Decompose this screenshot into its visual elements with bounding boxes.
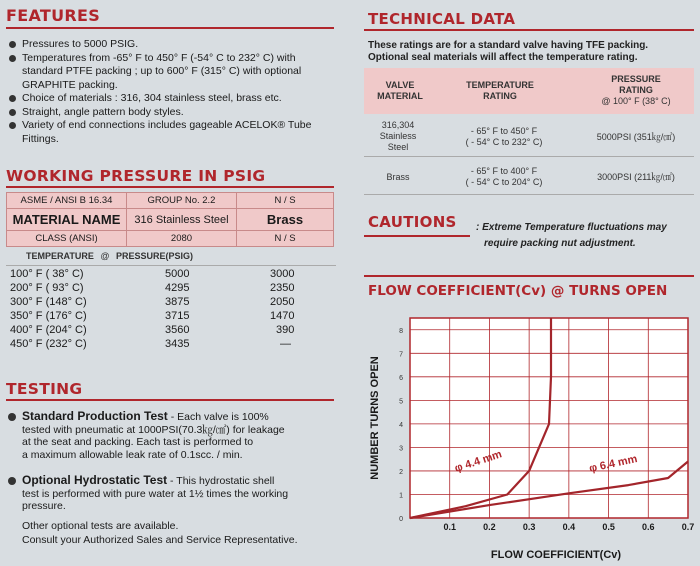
temp-line: - 65° F to 450° F [470,126,538,136]
working-pressure-rule [6,186,334,188]
pressure-header-line: RATING [619,85,653,95]
ss-cell: 5000 [165,268,190,280]
brass-cell: 1470 [270,310,295,322]
x-tick-label: 0.1 [443,522,456,532]
technical-title: TECHNICAL DATA [368,10,516,28]
standard-test-line: at the seat and packing. Each tast is performed to [22,436,254,448]
testing-title: TESTING [6,380,83,398]
ns-cell: N / S [237,193,334,209]
temp-line: ( - 54° C to 232° C) [465,137,543,147]
pressure-rating-cell: 5000PSI (351㎏/㎠) [596,132,676,142]
testing-footer-line: Consult your Authorized Sales and Service Representative. [22,534,298,546]
ss-cell: 4295 [165,282,190,294]
y-axis-label: NUMBER TURNS OPEN [369,356,381,480]
x-tick-label: 0.3 [522,522,536,532]
technical-row-divider [364,156,694,157]
class-brass-cell: N / S [237,231,334,247]
pressure-row [0,324,340,338]
pressure-header-line: @ 100° F (38° C) [601,96,671,106]
feature-item: Choice of materials : 316, 304 stainless steel, brass etc. [6,92,336,106]
valve-header-line: MATERIAL [377,91,423,101]
cautions-rule [364,235,470,237]
material-cell [364,172,432,183]
feature-item: Temperatures from -65° F to 450° F (-54° C to 232° C) with standard PTFE packing ; up to 600° F (315° C) with optional GRAPHITE packing. [6,52,336,93]
at-header: @ [100,251,110,261]
pressure-col-headers [26,251,193,261]
ss-cell: 3715 [165,310,190,322]
y-tick-label: 1 [399,492,403,500]
material-cell [364,120,432,153]
technical-intro-line: Optional seal materials will affect the temperature rating. [368,52,638,63]
working-pressure-table [6,192,334,247]
y-tick-label: 8 [399,327,403,335]
flow-chart [360,300,700,566]
material-ss-cell: 316 Stainless Steel [127,209,237,231]
cautions-title: CAUTIONS [368,213,457,231]
hydro-test-title: Optional Hydrostatic Test [22,473,168,487]
brass-cell: 2050 [270,296,295,308]
brass-cell: — [280,338,291,350]
standard-test-line: a maximum allowable leak rate of 0.1scc. / min. [22,448,243,461]
y-tick-label: 3 [399,445,403,453]
y-tick-label: 7 [399,351,403,359]
y-ticks [399,328,403,523]
technical-intro [368,40,648,64]
standard-test-line: tested with pneumatic at 1000PSI(70.3㎏/㎠) for leakage [22,423,285,436]
temperature-header: TEMPERATURE [26,251,94,261]
cautions-line: require packing nut adjustment. [484,238,636,249]
x-tick-label: 0.5 [602,522,615,532]
temp-line: ( - 54° C to 204° C) [465,177,543,187]
brass-cell: 390 [276,324,295,336]
features-title: FEATURES [6,6,101,25]
temp-cell: 200° F ( 93° C) [10,282,84,294]
pressure-row [0,268,340,282]
temp-cell: 450° F (232° C) [10,338,87,350]
x-tick-label: 0.7 [681,522,695,532]
pressure-rating-cell: 3000PSI (211㎏/㎠) [597,172,675,182]
technical-bottom-divider [364,194,694,195]
series-label-6-4: φ 6.4 mm [588,453,639,475]
working-pressure-title: WORKING PRESSURE IN PSIG [6,167,266,185]
pressure-row [0,310,340,324]
material-brass-cell: Brass [237,209,334,231]
valve-material-header [368,80,432,102]
chart-title: FLOW COEFFICIENT(Cv) @ TURNS OPEN [368,283,668,299]
hydro-test-line: test is performed with pure water at 1½ times the working [22,487,289,500]
pressure-divider [6,265,336,266]
pressure-rating-header [578,74,694,107]
class-cell: CLASS (ANSI) [7,231,127,247]
standard-test-title: Standard Production Test [22,409,168,423]
ss-cell: 3560 [165,324,190,336]
class-ss-cell: 2080 [127,231,237,247]
brass-cell: 3000 [270,268,295,280]
y-tick-label: 6 [399,374,403,382]
temp-header-line: RATING [483,91,517,101]
y-tick-label: 2 [399,468,403,476]
feature-item: Variety of end connections includes gageable ACELOK® Tube Fittings. [6,119,336,146]
pressure-header-line: PRESSURE [611,74,661,84]
temp-rating-cell [446,166,562,188]
y-tick-label: 5 [399,398,403,406]
feature-item: Straight, angle pattern body styles. [6,106,336,120]
brass-cell: 2350 [270,282,295,294]
features-list [6,38,336,146]
temp-header-line: TEMPERATURE [466,80,534,90]
temp-cell: 100° F ( 38° C) [10,268,84,280]
temp-cell: 400° F (204° C) [10,324,87,336]
chart-rule [364,275,694,277]
group-cell: GROUP No. 2.2 [127,193,237,209]
x-ticks [443,522,694,532]
temp-rating-cell [446,126,562,148]
x-axis-label: FLOW COEFFICIENT(Cv) [490,549,622,561]
series-label-4-4: φ 4.4 mm [453,448,504,475]
features-rule [6,27,334,29]
hydro-test-intro: - This hydrostatic shell [167,475,275,487]
pressure-row [0,296,340,310]
technical-rule [364,29,694,31]
ss-cell: 3435 [165,338,190,350]
testing-footer [22,519,298,547]
temp-rating-header [440,80,560,102]
valve-header-line: VALVE [385,80,415,90]
material-line: Steel [387,142,409,152]
x-tick-label: 0.4 [562,522,576,532]
standard-test-intro: - Each valve is 100% [167,411,269,423]
standard-test-block [8,410,338,461]
temp-line: - 65° F to 400° F [470,166,538,176]
y-tick-label: 0 [399,516,403,523]
pressure-row [0,282,340,296]
material-line: Stainless [379,131,417,141]
y-tick-label: 4 [399,421,403,429]
ss-cell: 3875 [165,296,190,308]
hydro-test-block [8,474,338,513]
material-line: Brass [386,172,410,182]
feature-item: Pressures to 5000 PSIG. [6,38,336,52]
temp-cell: 300° F (148° C) [10,296,87,308]
hydro-test-line: pressure. [22,500,66,512]
pressure-header: PRESSURE(PSIG) [116,251,194,261]
asme-cell: ASME / ANSI B 16.34 [7,193,127,209]
testing-rule [6,399,334,401]
material-name-cell: MATERIAL NAME [7,209,127,231]
technical-intro-line: These ratings are for a standard valve having TFE packing. [368,40,649,51]
testing-footer-line: Other optional tests are available. [22,520,179,532]
cautions-text [476,220,667,252]
x-tick-label: 0.2 [483,522,496,532]
pressure-row [0,338,340,352]
cautions-line: : Extreme Temperature fluctuations may [476,222,667,233]
temp-cell: 350° F (176° C) [10,310,87,322]
material-line: 316,304 [381,120,415,130]
x-tick-label: 0.6 [642,522,655,532]
